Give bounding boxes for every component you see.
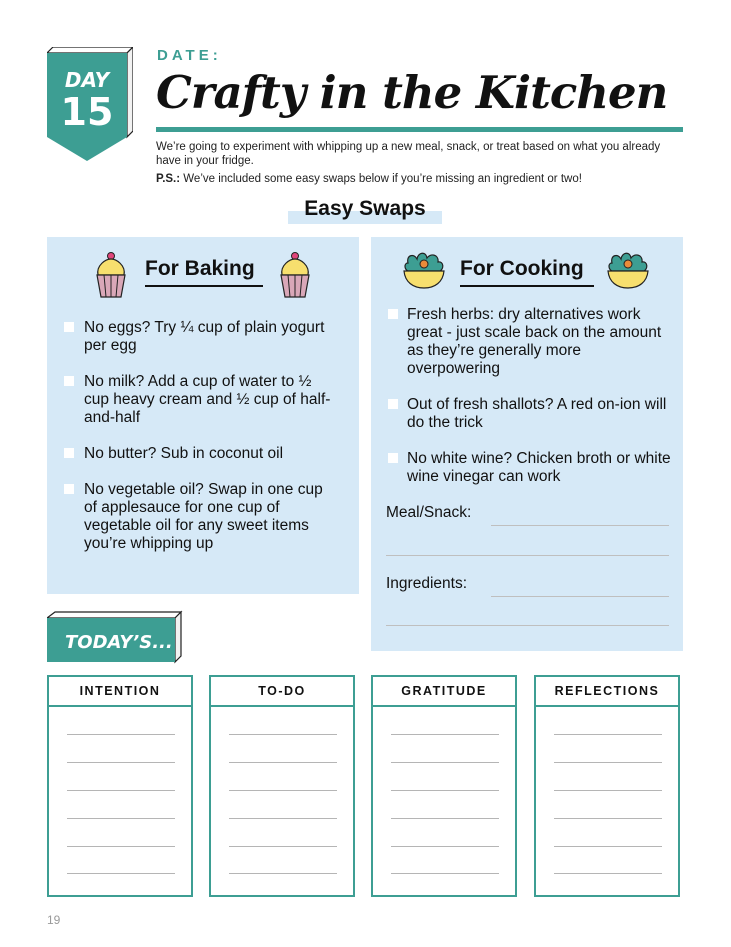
writing-line[interactable]	[554, 873, 662, 874]
baking-panel	[47, 237, 359, 594]
intention-column	[47, 675, 193, 897]
writing-line[interactable]	[391, 873, 499, 874]
todo-header: TO-DO	[211, 677, 353, 707]
meal-snack-line[interactable]	[491, 525, 669, 526]
checkbox-square	[388, 399, 398, 409]
easy-swaps-heading: Easy Swaps	[304, 197, 426, 220]
day-badge	[47, 47, 133, 163]
writing-line[interactable]	[67, 846, 175, 847]
writing-line[interactable]	[554, 734, 662, 735]
page-title: Crafty in the Kitchen	[156, 66, 668, 119]
writing-line[interactable]	[391, 818, 499, 819]
writing-line[interactable]	[391, 762, 499, 763]
writing-line[interactable]	[229, 846, 337, 847]
baking-list	[84, 319, 334, 571]
page-number: 19	[47, 913, 61, 927]
writing-line[interactable]	[391, 790, 499, 791]
writing-line[interactable]	[67, 790, 175, 791]
ps-label: P.S.:	[156, 173, 181, 185]
writing-line[interactable]	[391, 846, 499, 847]
writing-line[interactable]	[67, 873, 175, 874]
reflections-header: REFLECTIONS	[536, 677, 678, 707]
list-item: Fresh herbs: dry alternatives work great - just scale back on the amount as they’re generally more overpowering	[407, 306, 662, 377]
list-item: No vegetable oil? Swap in one cup of applesauce for one cup of vegetable oil for any sweet items you’re whipping up	[84, 481, 323, 552]
writing-line[interactable]	[67, 762, 175, 763]
ingredients-line[interactable]	[491, 596, 669, 597]
list-item: No eggs? Try ¼ cup of plain yogurt per egg	[84, 319, 325, 354]
cooking-list	[407, 306, 673, 504]
writing-line[interactable]	[554, 790, 662, 791]
todo-column	[209, 675, 355, 897]
date-label: DATE:	[157, 47, 222, 64]
reflections-column	[534, 675, 680, 897]
writing-line[interactable]	[67, 818, 175, 819]
writing-line[interactable]	[67, 734, 175, 735]
writing-line[interactable]	[554, 846, 662, 847]
baking-title: For Baking	[145, 257, 255, 280]
cooking-title: For Cooking	[460, 257, 584, 280]
list-item: Out of fresh shallots? A red on-ion will do the trick	[407, 396, 667, 431]
intro-text: We’re going to experiment with whipping up a new meal, snack, or treat based on what you already have in your fridge.	[156, 141, 661, 167]
cupcake-icon	[94, 251, 128, 299]
writing-line[interactable]	[229, 790, 337, 791]
cooking-panel	[371, 237, 683, 651]
checkbox-square	[64, 376, 74, 386]
cupcake-icon	[278, 251, 312, 299]
writing-line[interactable]	[554, 818, 662, 819]
salad-bowl-icon	[402, 251, 446, 291]
list-item: No butter? Sub in coconut oil	[84, 445, 284, 462]
day-number: 15	[60, 90, 114, 134]
list-item: No white wine? Chicken broth or white wine vinegar can work	[407, 450, 671, 485]
writing-line[interactable]	[554, 762, 662, 763]
meal-snack-label: Meal/Snack:	[386, 504, 472, 521]
day-label: DAY	[64, 68, 110, 92]
writing-line[interactable]	[229, 762, 337, 763]
checkbox-square	[388, 453, 398, 463]
writing-line[interactable]	[391, 734, 499, 735]
baking-title-underline	[145, 285, 263, 287]
writing-line[interactable]	[229, 873, 337, 874]
meal-snack-line[interactable]	[386, 555, 669, 556]
ingredients-line[interactable]	[386, 625, 669, 626]
writing-line[interactable]	[229, 734, 337, 735]
cooking-title-underline	[460, 285, 594, 287]
todays-label: TODAY’S...	[65, 632, 173, 653]
checkbox-square	[64, 322, 74, 332]
checkbox-square	[64, 448, 74, 458]
gratitude-column	[371, 675, 517, 897]
todays-banner	[47, 610, 183, 666]
ps-text	[156, 173, 676, 187]
salad-bowl-icon	[606, 251, 650, 291]
writing-line[interactable]	[229, 818, 337, 819]
checkbox-square	[64, 484, 74, 494]
title-rule	[156, 127, 683, 132]
ps-body: We’ve included some easy swaps below if you’re missing an ingredient or two!	[180, 173, 582, 185]
checkbox-square	[388, 309, 398, 319]
list-item: No milk? Add a cup of water to ½ cup heavy cream and ½ cup of half-and-half	[84, 373, 331, 426]
ingredients-label: Ingredients:	[386, 575, 467, 592]
intention-header: INTENTION	[49, 677, 191, 707]
gratitude-header: GRATITUDE	[373, 677, 515, 707]
